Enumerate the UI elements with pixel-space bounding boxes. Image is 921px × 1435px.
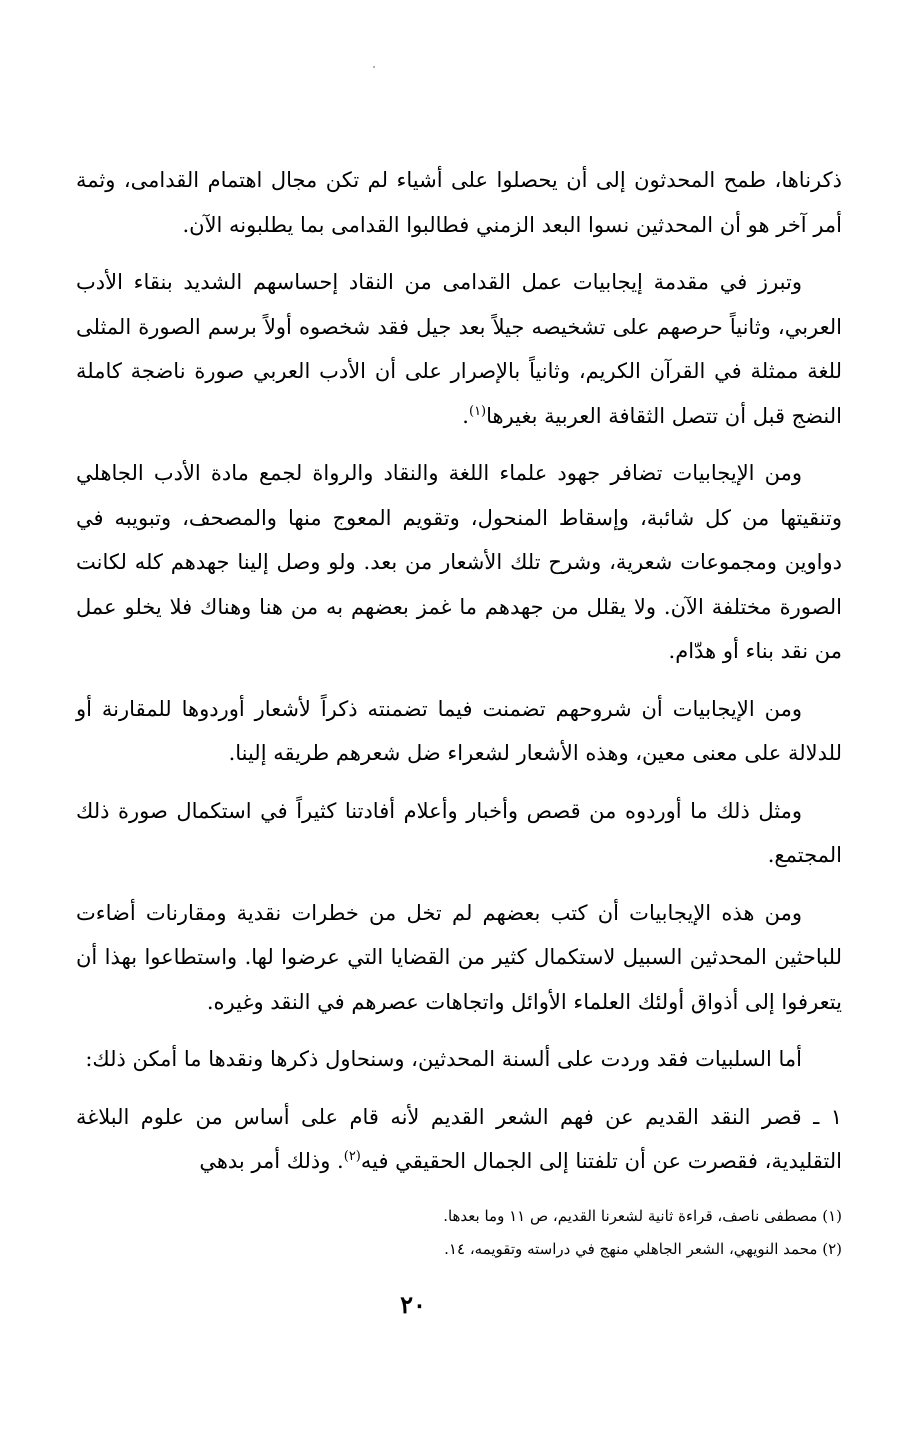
paragraph-2-text: وتبرز في مقدمة إيجابيات عمل القدامى من النقاد إحساسهم الشديد بنقاء الأدب العربي، وثانياً حرصهم على تشخيصه جيلاً بعد جيل فقد شخصوه أولاً برسم الصورة المثلى للغة ممثلة في القرآن الكريم، وثانياً بالإصرار على أن الأدب العربي صورة ناضجة كاملة النضج قبل أن تتصل الثقافة العربية بغيرها: [76, 270, 842, 428]
paragraph-3: ومن الإيجابيات تضافر جهود علماء اللغة والنقاد والرواة لجمع مادة الأدب الجاهلي وتنقيتها من كل شائبة، وإسقاط المنحول، وتقويم المعوج منها والمصحف، وتبويبه في دواوين ومجموعات شعرية، وشرح تلك الأشعار من بعد. ولو وصل إلينا جهدهم كله لكانت الصورة مختلفة الآن. ولا يقلل من جهدهم ما غمز بعضهم به من هنا وهناك فلا يخلو عمل من نقد بناء أو هدّام.: [76, 461, 842, 663]
page-number: ٢٠: [400, 1290, 426, 1319]
footnote-ref-1[interactable]: (١): [468, 403, 487, 419]
list-item-1: [76, 1095, 842, 1184]
paragraph-1: ذكرناها، طمح المحدثون إلى أن يحصلوا على أشياء لم تكن مجال اهتمام القدامى، وثمة أمر آخر هو أن المحدثين نسوا البعد الزمني فطالبوا القدامى بما يطلبونه الآن.: [76, 168, 842, 237]
paragraph-7: أما السلبيات فقد وردت على ألسنة المحدثين، وسنحاول ذكرها ونقدها ما أمكن ذلك:: [85, 1047, 802, 1071]
footnote-ref-2[interactable]: (٢): [343, 1149, 361, 1164]
main-text: [76, 158, 842, 1184]
footnote-1: (١) مصطفى ناصف، قراءة ثانية لشعرنا القديم، ص ١١ وما بعدها.: [443, 1207, 842, 1225]
paragraph-5: ومثل ذلك ما أوردوه من قصص وأخبار وأعلام أفادتنا كثيراً في استكمال صورة ذلك المجتمع.: [76, 798, 842, 867]
list-item-1-continuation: . وذلك أمر بدهي: [199, 1149, 344, 1173]
paragraph-2: [76, 260, 842, 438]
paragraph-2-end: .: [462, 403, 469, 428]
paragraph-4: ومن الإيجابيات أن شروحهم تضمنت فيما تضمنته ذكراً لأشعار أوردوها للمقارنة أو للدلالة على معنى معين، وهذه الأشعار لشعراء ضل شعرهم طريقه إلينا.: [76, 696, 842, 765]
paragraph-6: ومن هذه الإيجابيات أن كتب بعضهم لم تخل من خطرات نقدية ومقارنات أضاءت للباحثين المحدثين السبيل لاستكمال كثير من القضايا التي عرضوا لها. واستطاعوا بهذا أن يتعرفوا إلى أذواق أولئك العلماء الأوائل واتجاهات عصرهم في النقد وغيره.: [76, 900, 842, 1014]
footnote-divider: [76, 1183, 842, 1184]
scan-speck: [373, 66, 375, 68]
list-item-1-text: ١ ـ قصر النقد القديم عن فهم الشعر القديم لأنه قام على أساس من علوم البلاغة التقليدية، فقصرت عن أن تلفتنا إلى الجمال الحقيقي فيه: [76, 1104, 842, 1173]
footnote-2: (٢) محمد النويهي، الشعر الجاهلي منهج في دراسته وتقويمه، ١٤.: [444, 1240, 842, 1258]
footnotes: [76, 1200, 842, 1266]
